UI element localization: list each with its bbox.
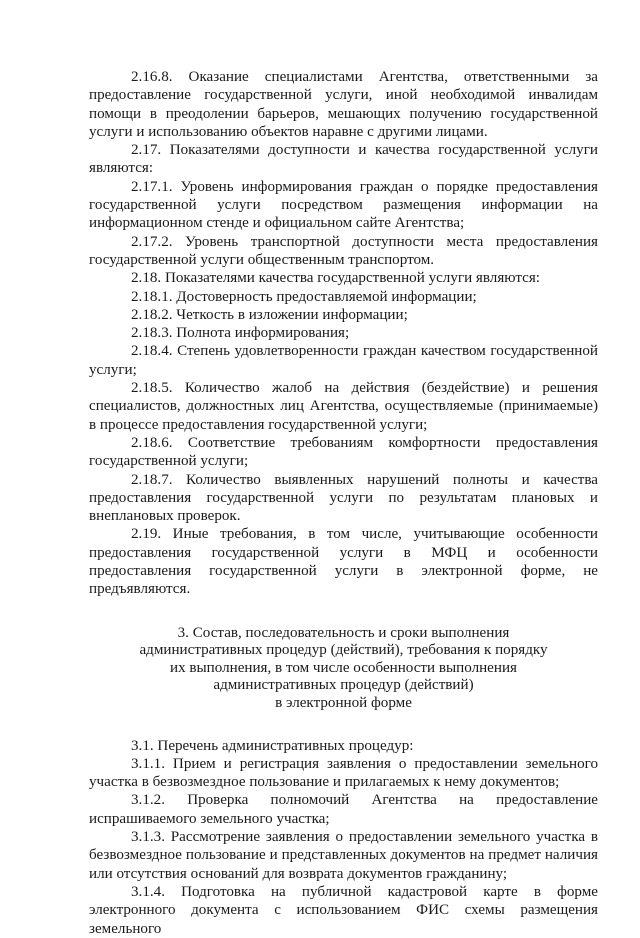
heading-line: административных процедур (действий) (213, 677, 474, 694)
document-body (89, 68, 598, 938)
paragraph-3-1-1: 3.1.1. Прием и регистрация заявления о предоставлении земельного участка в безвозмездное пользование и прилагаемых к нему документов; (89, 755, 598, 791)
section-3-heading (89, 625, 598, 713)
paragraph-2-17-2: 2.17.2. Уровень транспортной доступности места предоставления государственной услуги общественным транспортом. (89, 233, 598, 268)
paragraph-2-17-1: 2.17.1. Уровень информирования граждан о порядке предоставления государственной услуги посредством размещения информации на информационном стенде и официальном сайте Агентства; (89, 178, 598, 232)
paragraph-2-18-3: 2.18.3. Полнота информирования; (131, 325, 350, 342)
paragraph-2-18-2: 2.18.2. Четкость в изложении информации; (131, 306, 408, 323)
paragraph-3-1-2: 3.1.2. Проверка полномочий Агентства на предоставление испрашиваемого земельного участка; (89, 792, 598, 827)
paragraph-2-18: 2.18. Показателями качества государственной услуги являются: (131, 270, 540, 287)
paragraph-2-18-7: 2.18.7. Количество выявленных нарушений полноты и качества предоставления государственной услуги по результатам плановых и внеплановых проверок. (89, 471, 598, 525)
paragraph-3-1-3: 3.1.3. Рассмотрение заявления о предоставлении земельного участка в безвозмездное пользование и представленных документов на предмет наличия или отсутствия оснований для возврата документов гражданину; (89, 829, 598, 882)
paragraph-2-17: 2.17. Показателями доступности и качества государственной услуги являются: (89, 142, 598, 177)
heading-line: их выполнения, в том числе особенности выполнения (170, 659, 517, 676)
paragraph-2-16-8: 2.16.8. Оказание специалистами Агентства, ответственными за предоставление государственной услуги, иной необходимой инвалидам помощи в преодолении барьеров, мешающих получению государственной услуги и использованию объектов наравне с другими лицами. (89, 69, 598, 140)
paragraph-3-1-4: 3.1.4. Подготовка на публичной кадастровой карте в форме электронного документа с использованием ФИС схемы размещения земельного (89, 883, 598, 937)
heading-line: в электронной форме (275, 694, 412, 711)
paragraph-2-19: 2.19. Иные требования, в том числе, учитывающие особенности предоставления государственной услуги в МФЦ и особенности предоставления государственной услуги в электронной форме, не предъявляются. (89, 526, 598, 598)
paragraph-3-1: 3.1. Перечень административных процедур: (131, 737, 414, 754)
paragraph-2-18-6: 2.18.6. Соответствие требованиям комфортности предоставления государственной услуги; (89, 434, 598, 470)
heading-line: административных процедур (действий), требования к порядку (139, 642, 548, 659)
paragraph-2-18-4: 2.18.4. Степень удовлетворенности граждан качеством государственной услуги; (89, 343, 598, 378)
paragraph-2-18-5: 2.18.5. Количество жалоб на действия (бездействие) и решения специалистов, должностных лиц Агентства, осуществляемые (принимаемые) в процессе предоставления государственной услуги; (89, 380, 598, 433)
paragraph-2-18-1: 2.18.1. Достоверность предоставляемой информации; (131, 288, 477, 305)
heading-line: 3. Состав, последовательность и сроки выполнения (177, 624, 510, 641)
